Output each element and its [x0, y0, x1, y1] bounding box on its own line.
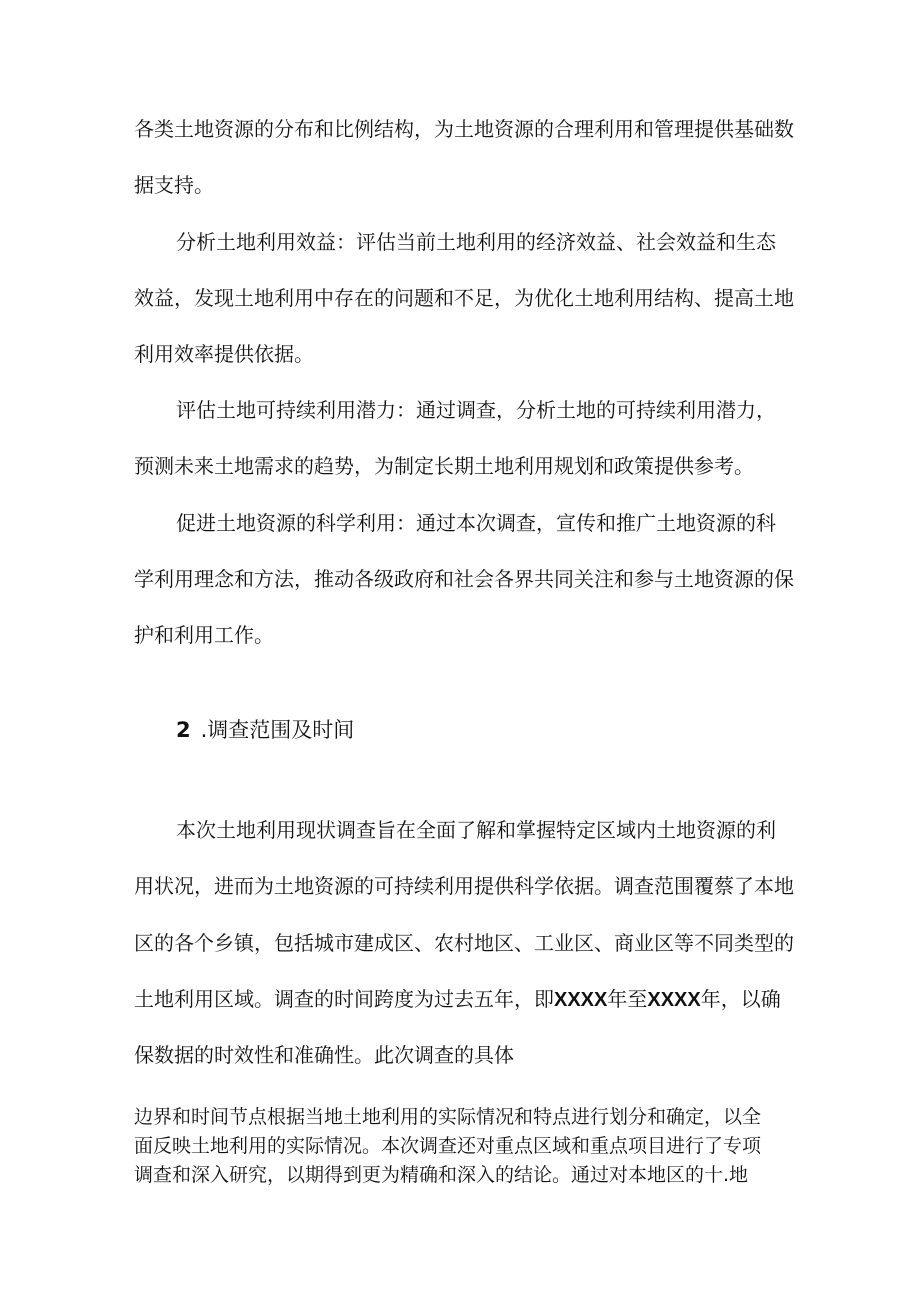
year-placeholder-end: XXXX — [647, 989, 701, 1011]
paragraph-2-line-2: 效益，发现土地利用中存在的问题和不足，为优化土地利用结构、提高土地 — [134, 286, 794, 310]
paragraph-5-line-2: 用状况，进而为土地资源的可持续利用提供科学依据。调查范围覆蔡了本地 — [134, 874, 794, 898]
paragraph-1-line-2: 据支持。 — [134, 173, 214, 197]
paragraph-4-line-3: 护和利用工作。 — [134, 623, 274, 647]
paragraph-4-line-2: 学利用理念和方法，推动各级政府和社会各界共同关注和参与土地资源的保 — [134, 567, 794, 591]
section-heading — [176, 717, 354, 743]
paragraph-5-line-4-text-e: 年，以确 — [700, 987, 781, 1011]
paragraph-6-line-3: 调查和深入研究，以期得到更为精确和深入的结论。通过对本地区的十.地 — [134, 1164, 749, 1186]
paragraph-5-line-4-text-a: 土地利用区域。调查的时间跨度为过去五年，即 — [134, 987, 554, 1011]
section-number: 2 — [176, 718, 191, 742]
paragraph-2-line-1: 分析土地利用效益：评估当前土地利用的经济效益、社会效益和生态 — [176, 230, 776, 254]
paragraph-1-line-1: 各类土地资源的分布和比例结构，为土地资源的合理利用和管理提供基础数 — [134, 117, 794, 141]
paragraph-4-line-1: 促进土地资源的科学利用：通过本次调查，宣传和推广土地资源的科 — [176, 511, 776, 535]
paragraph-2-line-3: 利用效率提供依据。 — [134, 342, 314, 366]
paragraph-6-line-2: 面反映土地利用的实际情况。本次调查还对重点区域和重点项目进行了专项 — [134, 1135, 762, 1157]
section-title: .调查范围及时间 — [200, 718, 355, 742]
paragraph-5-line-4-text-c: 年至 — [607, 987, 648, 1011]
paragraph-5-line-5: 保数据的时效性和准确性。此次调查的具体 — [134, 1043, 514, 1067]
paragraph-5-line-4 — [134, 987, 781, 1012]
paragraph-3-line-1: 评估土地可持续利用潜力：通过调查，分析土地的可持续利用潜力， — [176, 398, 776, 422]
year-placeholder-start: XXXX — [554, 989, 608, 1011]
paragraph-3-line-2: 预测未来土地需求的趋势，为制定长期土地利用规划和政策提供参考。 — [134, 454, 754, 478]
paragraph-5-line-3: 区的各个乡镇，包括城市建成区、农村地区、工业区、商业区等不同类型的 — [134, 931, 794, 955]
paragraph-6-line-1: 边界和时间节点根据当地土地利用的实际情况和特点进行划分和确定，以全 — [134, 1106, 762, 1128]
paragraph-5-line-1: 本次土地利用现状调查旨在全面了解和掌握特定区域内土地资源的利 — [176, 818, 776, 842]
